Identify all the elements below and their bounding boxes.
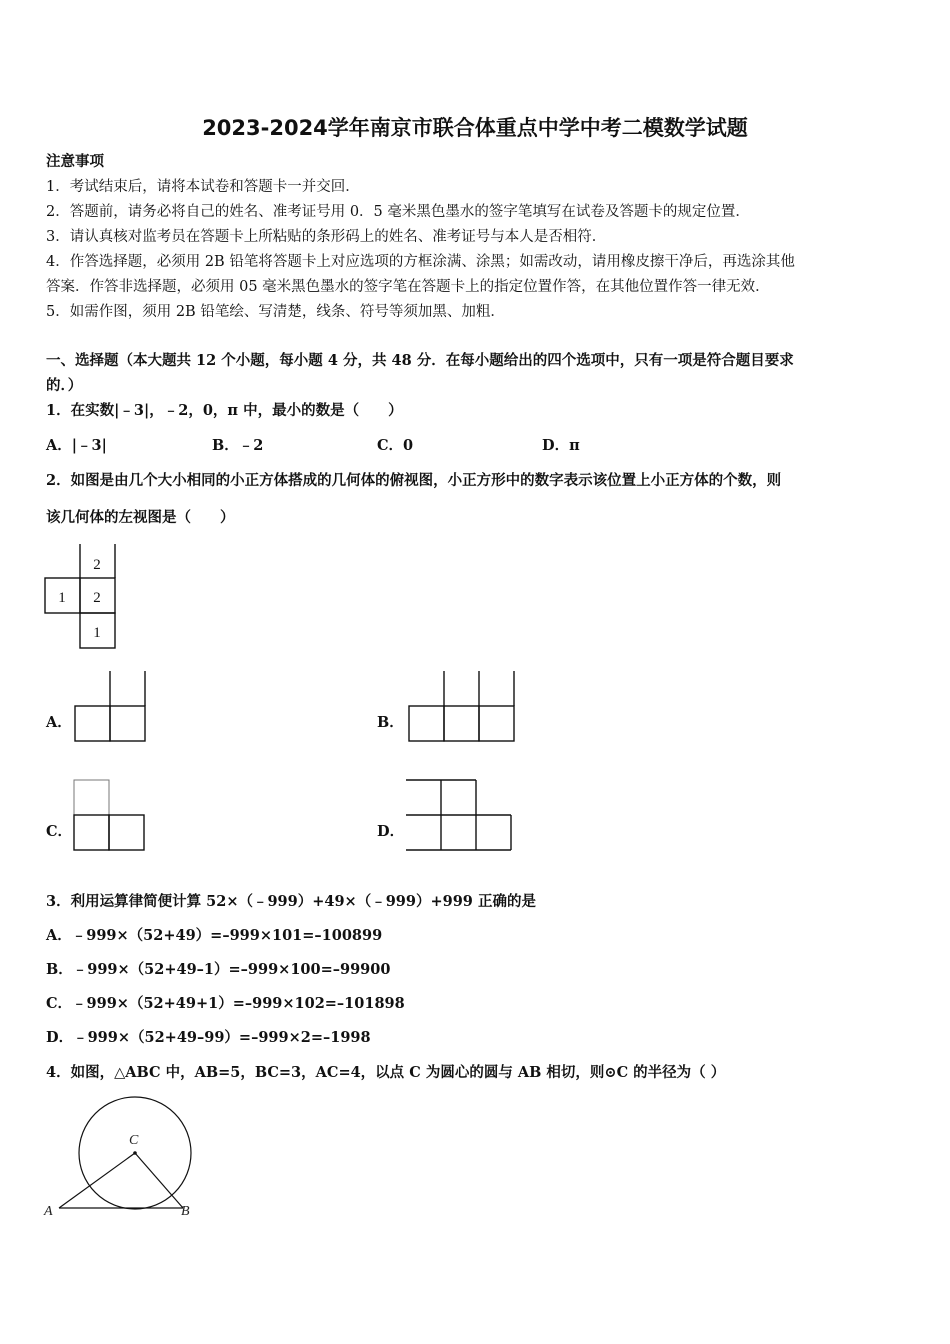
q3-option-c: C．﹣999×（52+49+1）=–999×102=–101898 bbox=[46, 995, 405, 1012]
q3-option-b: B．﹣999×（52+49–1）=–999×100=–99900 bbox=[46, 961, 391, 978]
notice-item: 5．如需作图，须用 2B 铅笔绘、写清楚，线条、符号等须加黑、加粗． bbox=[46, 304, 505, 320]
q2-option-b-figure bbox=[408, 670, 523, 745]
q3-stem: 3．利用运算律简便计算 52×（﹣999）+49×（﹣999）+999 正确的是 bbox=[46, 893, 536, 910]
q2-option-d-label: D． bbox=[377, 823, 405, 840]
point-label-c: C bbox=[129, 1133, 139, 1148]
grid-number: 1 bbox=[58, 590, 66, 606]
q1-stem: 1．在实数|﹣3|，﹣2，0，π 中，最小的数是（ ） bbox=[46, 402, 403, 419]
q1-option-d: D．π bbox=[542, 437, 580, 454]
point-label-a: A bbox=[44, 1204, 53, 1219]
q2-option-a-label: A． bbox=[46, 714, 72, 731]
page-title: 2023-2024学年南京市联合体重点中学中考二模数学试题 bbox=[202, 116, 748, 140]
q2-option-c-figure bbox=[73, 779, 153, 854]
q2-option-b-label: B． bbox=[377, 714, 404, 731]
q4-triangle-circle-figure bbox=[38, 1090, 208, 1225]
q2-stem: 2．如图是由几个大小相同的小正方体搭成的几何体的俯视图，小正方形中的数字表示该位置上小正方体的个数，则 bbox=[46, 472, 782, 489]
notice-item: 4．作答选择题，必须用 2B 铅笔将答题卡上对应选项的方框涂满、涂黑；如需改动，请用橡皮擦干净后，再选涂其他 bbox=[46, 254, 795, 270]
grid-number: 2 bbox=[93, 590, 101, 606]
notice-heading: 注意事项 bbox=[46, 153, 104, 170]
section-heading: 一、选择题（本大题共 12 个小题，每小题 4 分，共 48 分．在每小题给出的四个选项中，只有一项是符合题目要求 bbox=[46, 352, 794, 369]
section-heading-cont: 的．） bbox=[46, 377, 83, 394]
q3-option-d: D．﹣999×（52+49–99）=–999×2=–1998 bbox=[46, 1029, 371, 1046]
grid-number: 2 bbox=[93, 557, 101, 573]
notice-item: 1．考试结束后，请将本试卷和答题卡一并交回． bbox=[46, 179, 360, 195]
q2-stem-cont: 该几何体的左视图是（ ） bbox=[46, 509, 235, 526]
notice-item: 2．答题前，请务必将自己的姓名、准考证号用 0．5 毫米黑色墨水的签字笔填写在试卷及答题卡的规定位置． bbox=[46, 204, 750, 220]
q1-option-c: C．0 bbox=[377, 437, 414, 454]
q2-option-c-label: C． bbox=[46, 823, 73, 840]
q2-option-a-figure bbox=[74, 670, 154, 745]
q2-option-d-figure bbox=[405, 779, 520, 854]
q1-option-b: B．﹣2 bbox=[212, 437, 264, 454]
q1-option-a: A．|﹣3| bbox=[46, 437, 107, 454]
q3-option-a: A．﹣999×（52+49）=–999×101=–100899 bbox=[46, 927, 383, 944]
q4-stem: 4．如图，△ABC 中，AB=5，BC=3，AC=4，以点 C 为圆心的圆与 AB 相切，则⊙C 的半径为（ ） bbox=[46, 1064, 726, 1081]
grid-number: 1 bbox=[93, 625, 101, 641]
point-label-b: B bbox=[181, 1204, 190, 1219]
notice-item: 3．请认真核对监考员在答题卡上所粘贴的条形码上的姓名、准考证号与本人是否相符． bbox=[46, 229, 607, 245]
q2-top-view-figure bbox=[40, 540, 130, 655]
notice-item: 答案．作答非选择题，必须用 05 毫米黑色墨水的签字笔在答题卡上的指定位置作答，在其他位置作答一律无效． bbox=[46, 279, 770, 295]
